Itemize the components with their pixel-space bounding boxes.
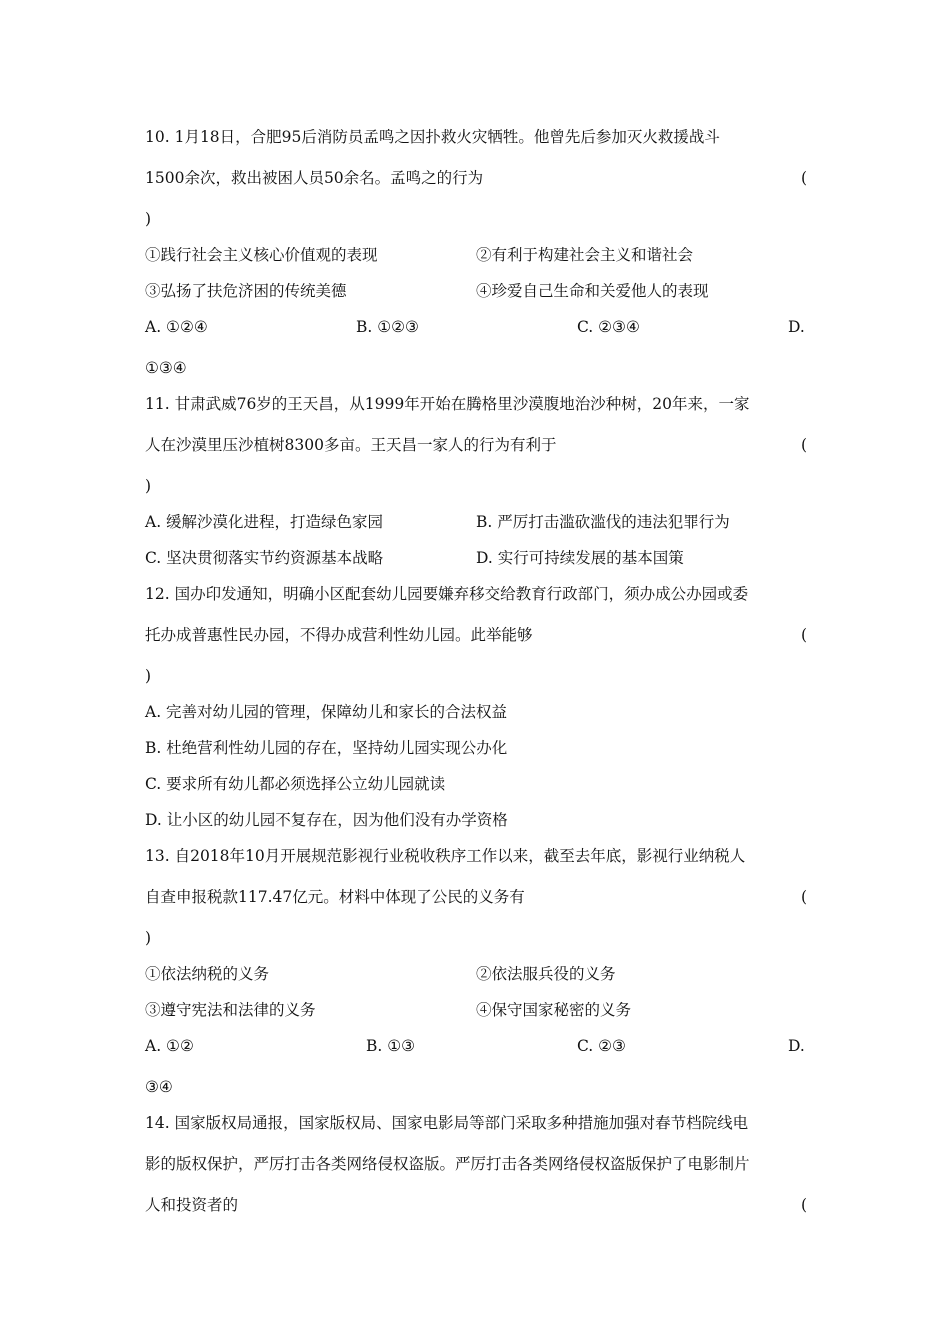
q13-stem-text: 自查申报税款117.47亿元。材料中体现了公民的义务有	[145, 888, 525, 906]
q11-choice-c[interactable]: C. 坚决贯彻落实节约资源基本战略	[145, 549, 384, 567]
q11-stem-line2	[145, 433, 807, 457]
q12-choice-a[interactable]: A. 完善对幼儿园的管理，保障幼儿和家长的合法权益	[145, 703, 508, 721]
q10-statements-row2	[145, 279, 807, 303]
q13-choice-d[interactable]: D.	[788, 1037, 805, 1055]
q10-choice-a[interactable]: A. ①②④	[145, 318, 208, 336]
q13-statement-3: ③遵守宪法和法律的义务	[145, 1001, 316, 1019]
q14-stem-line1: 14. 国家版权局通报，国家版权局、国家电影局等部门采取多种措施加强对春节档院线电	[145, 1114, 749, 1132]
q12-choice-b[interactable]: B. 杜绝营利性幼儿园的存在，坚持幼儿园实现公办化	[145, 739, 508, 757]
q13-stem-line2	[145, 885, 807, 909]
q13-answer-paren-close: )	[145, 929, 152, 947]
q10-stem-text: 1500余次，救出被困人员50余名。孟鸣之的行为	[145, 169, 484, 187]
q12-stem-line1: 12. 国办印发通知，明确小区配套幼儿园要嫌弃移交给教育行政部门，须办成公办园或委	[145, 585, 749, 603]
q12-choice-d[interactable]: D. 让小区的幼儿园不复存在，因为他们没有办学资格	[145, 811, 508, 829]
q11-choices-row1	[145, 510, 807, 534]
q11-choice-a[interactable]: A. 缓解沙漠化进程，打造绿色家园	[145, 513, 384, 531]
q11-stem-line1: 11. 甘肃武威76岁的王天昌，从1999年开始在腾格里沙漠腹地治沙种树，20年来，一家	[145, 395, 750, 413]
q11-answer-paren-close: )	[145, 477, 152, 495]
q13-answer-paren-open: (	[800, 888, 807, 906]
q13-statement-4: ④保守国家秘密的义务	[476, 1001, 632, 1019]
q10-statement-3: ③弘扬了扶危济困的传统美德	[145, 282, 347, 300]
q11-stem-text: 人在沙漠里压沙植树8300多亩。王天昌一家人的行为有利于	[145, 436, 557, 454]
q10-choice-d[interactable]: D.	[788, 318, 805, 336]
q12-answer-paren-close: )	[145, 667, 152, 685]
q10-answer-paren-close: )	[145, 210, 152, 228]
q12-stem-line2	[145, 623, 807, 647]
q12-stem-text: 托办成普惠性民办园，不得办成营利性幼儿园。此举能够	[145, 626, 533, 644]
q13-statement-2: ②依法服兵役的义务	[476, 965, 616, 983]
q13-choices	[145, 1034, 807, 1058]
q14-stem-text: 人和投资者的	[145, 1196, 239, 1214]
q13-statements-row2	[145, 998, 807, 1022]
q13-choice-d-wrap: ③④	[145, 1078, 173, 1096]
q10-answer-paren-open: (	[800, 169, 807, 187]
q10-statements-row1	[145, 243, 807, 267]
q14-stem-line2: 影的版权保护，严厉打击各类网络侵权盗版。严厉打击各类网络侵权盗版保护了电影制片	[145, 1155, 750, 1173]
q13-statements-row1	[145, 962, 807, 986]
q10-stem-line2	[145, 166, 807, 190]
q13-choice-a[interactable]: A. ①②	[145, 1037, 194, 1055]
q13-statement-1: ①依法纳税的义务	[145, 965, 270, 983]
q14-answer-paren-open: (	[800, 1196, 807, 1214]
q13-choice-c[interactable]: C. ②③	[577, 1037, 626, 1055]
q14-stem-line3	[145, 1193, 807, 1217]
q10-statement-1: ①践行社会主义核心价值观的表现	[145, 246, 378, 264]
q10-statement-2: ②有利于构建社会主义和谐社会	[476, 246, 694, 264]
q11-choices-row2	[145, 546, 807, 570]
q10-choice-b[interactable]: B. ①②③	[356, 318, 419, 336]
q10-statement-4: ④珍爱自己生命和关爱他人的表现	[476, 282, 709, 300]
q11-choice-d[interactable]: D. 实行可持续发展的基本国策	[476, 549, 684, 567]
q12-choice-c[interactable]: C. 要求所有幼儿都必须选择公立幼儿园就读	[145, 775, 446, 793]
q10-choice-d-wrap: ①③④	[145, 359, 187, 377]
q11-answer-paren-open: (	[800, 436, 807, 454]
q10-stem-line1: 10. 1月18日，合肥95后消防员孟鸣之因扑救火灾牺牲。他曾先后参加灭火救援战斗	[145, 128, 720, 146]
q13-stem-line1: 13. 自2018年10月开展规范影视行业税收秩序工作以来，截至去年底，影视行业纳税人	[145, 847, 746, 865]
q12-answer-paren-open: (	[800, 626, 807, 644]
q10-choices	[145, 315, 807, 339]
q10-choice-c[interactable]: C. ②③④	[577, 318, 640, 336]
q13-choice-b[interactable]: B. ①③	[366, 1037, 416, 1055]
q11-choice-b[interactable]: B. 严厉打击滥砍滥伐的违法犯罪行为	[476, 513, 730, 531]
